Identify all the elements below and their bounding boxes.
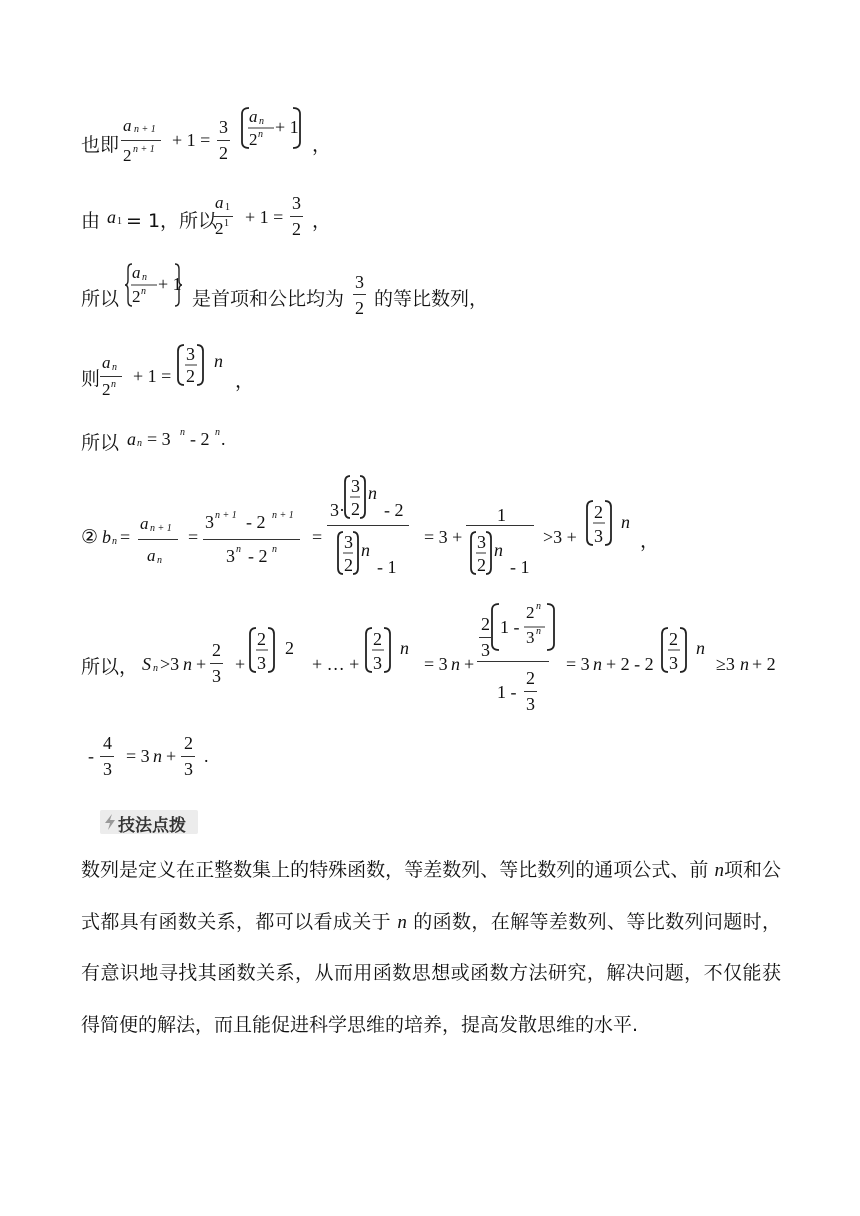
line1-plus1: + 1 = [172,130,211,150]
line7-big-den-one: 1 - [497,682,517,702]
line5-prefix: 所以 [81,432,120,454]
line3-inner-den: 2 [132,287,141,306]
line7-q-three: 3 [669,653,678,673]
line8-num: 4 [103,733,112,753]
line7-ge: ≥3 [716,654,735,674]
line3-inner-sub: n [142,272,147,283]
line5-a-sub: n [137,438,142,449]
line2-prefix: 由 [81,210,101,232]
line3-frac-bar [353,294,366,295]
line7-p2-pow: 2 [285,638,294,658]
line7-big-den-den: 3 [526,694,535,714]
line7-big-inner-num-sup: n [536,601,541,612]
line7-q-two: 2 [669,629,678,649]
summary-paragraph [81,845,781,1051]
para-seg-1: 数列是定义在正整数集上的特殊函数，等差数列、等比数列的通项公式、前 [81,859,709,881]
line7-n3: n [593,654,602,674]
line2-three: 3 [292,193,301,213]
para-n-2: n [397,911,407,933]
line7-big-num-three: 3 [481,640,490,660]
line6-f4-den-two: 2 [477,555,486,575]
line7-n1: n [183,654,192,674]
line6-f1-den-sub: n [157,555,162,566]
line2-frac-den: 2 [215,219,224,238]
line2-frac-bar [213,216,233,217]
line6-f4-den-three: 3 [477,532,486,552]
line1-comma: ， [312,134,332,156]
para-n-1: n [714,860,724,881]
line1-frac-den-2: 2 [123,146,132,165]
line7-p2-three: 3 [257,653,266,673]
line8-n: n [153,746,162,766]
line6-comma: ， [640,530,660,552]
line7-plus3: + [464,654,475,674]
line6-circled: ② [81,526,99,548]
line5-sup1: n [180,427,185,438]
line7-p3-pow: n [400,638,409,658]
line6-f4-bar [466,525,534,526]
line5-rest: = 3 [147,429,171,449]
line7-plus2: + [235,654,246,674]
line3-two: 2 [355,298,364,318]
line2-plus1: + 1 = [245,207,284,227]
line6-f3-den-post: - 1 [377,557,397,577]
line6-f1-den-a: a [147,546,156,565]
line2-frac-den-sup: 1 [224,218,229,229]
line4-frac-a-sub: n [112,362,117,373]
line7-big-inner-one: 1 - [500,617,520,637]
line1-frac-bar-2 [217,140,230,141]
line7-p3-two: 2 [373,629,382,649]
line8-plus: + [166,746,177,766]
line6-f2-bar [203,539,300,540]
line6-f3-den-two: 2 [344,555,353,575]
line7-big-inner-den: 3 [526,628,535,647]
line6-f2-den-sup1: n [236,544,241,555]
line7-big-bar [477,661,549,662]
line6-f3-num-three: 3 [351,476,360,496]
line7-big-inner-den-sup: n [536,626,541,637]
line1-frac-num-sub: n + 1 [134,124,156,135]
line2-eq: = 1，所以 [126,210,218,232]
line6-f3-den-pow: n [361,540,370,560]
line7-big-den-bar [524,691,537,692]
line7-big-inner-num: 2 [526,603,535,622]
para-seg-2: 项和公式都具有函数关系，都可以看成关于 [81,859,781,933]
line4-pow: n [214,351,223,371]
line3-inner-sup: n [141,286,146,297]
line6-f3-den-three: 3 [344,532,353,552]
line6-eq4: = 3 + [424,527,463,547]
line6-f3-pre: 3· [330,500,345,520]
line6-f2-den-3: 3 [226,546,235,566]
line3-prefix: 所以 [81,288,120,310]
line6-eq2: = [188,527,199,547]
line6-f2-num-sup1: n + 1 [215,510,237,521]
line7-prefix: 所以， [81,656,139,678]
line2-frac-bar-2 [290,216,303,217]
line6-f2-num-mid: - 2 [246,512,266,532]
line7-big-num-two: 2 [481,614,490,634]
line4-comma: ， [235,370,255,392]
line5-minus2: - 2 [190,429,210,449]
line6-f2-den-mid: - 2 [248,546,268,566]
line7-q-pow: n [696,638,705,658]
line1-two: 2 [219,143,228,163]
line2-comma: ， [312,210,332,232]
line2-a1: a [107,207,116,227]
line6-f1-num-a: a [140,514,149,533]
line1-inner-den: 2 [249,130,258,149]
line3-inner-plus1: + 1 [158,274,182,294]
line2-two: 2 [292,219,301,239]
technique-badge-label: 技法点拨 [118,816,186,836]
line7-big-den-num: 2 [526,668,535,688]
line2-frac-a-sub: 1 [225,202,230,213]
line6-r-pow: n [621,512,630,532]
line6-f2-num-sup2: n + 1 [272,510,294,521]
line4-three: 3 [186,344,195,364]
line1-frac-bar [121,140,161,141]
line6-f1-num-sub: n + 1 [150,523,172,534]
line7-eq2: = 3 [566,654,590,674]
line7-gt: >3 [160,654,180,674]
line5-a: a [127,429,136,449]
line4-prefix: 则 [81,368,101,390]
line7-S-sub: n [153,663,158,674]
line6-f2-den-sup2: n [272,544,277,555]
line6-f1-bar [138,539,178,540]
para-seg-3: 的函数，在解等差数列、等比数列问题时，有意识地寻找其函数关系，从而用函数思想或函数方法研究，解决问题，不仅能获得简便的解法，而且能促进科学思维的培养，提高发散思维的水平. [81,910,781,1036]
line1-inner-a: a [249,107,258,126]
line8-num2: 2 [184,733,193,753]
line4-plus1: + 1 = [133,366,172,386]
line5-sup2: n [215,427,220,438]
line5-dot: . [221,429,226,449]
line1-inner-sup: n [258,129,263,140]
line6-eq: = [120,527,131,547]
line7-plus-two: + 2 [752,654,776,674]
line8-bar-2 [181,756,195,757]
line1-frac-num-a: a [123,116,132,135]
line6-f2-num-3: 3 [205,512,214,532]
line6-b: b [102,527,111,547]
line8-dot: . [204,746,209,766]
line3-suffix: 的等比数列， [374,288,489,310]
line6-r-two: 2 [594,502,603,522]
line8-eq: = 3 [126,746,150,766]
line4-frac-bar [100,376,122,377]
line6-eq3: = [312,527,323,547]
technique-badge [100,810,198,834]
line6-f4-den-post: - 1 [510,557,530,577]
line7-f1-bar [210,663,223,664]
line6-gt: >3 + [543,527,577,547]
line7-eq: = 3 [424,654,448,674]
line6-b-sub: n [112,536,117,547]
line3-inner-a: a [132,263,141,282]
line7-p3-three: 3 [373,653,382,673]
line6-f3-num-two: 2 [351,499,360,519]
line6-f3-bar [327,525,409,526]
lightning-icon [103,813,117,831]
line7-f1-den: 3 [212,666,221,686]
line1-prefix: 也即 [81,134,120,156]
line7-plus: + [196,654,207,674]
line8-den2: 3 [184,759,193,779]
line7-p2-two: 2 [257,629,266,649]
line2-frac-a: a [215,193,224,212]
line6-f4-den-pow: n [494,540,503,560]
line7-f1-num: 2 [212,640,221,660]
line8-bar [100,756,114,757]
line6-f3-num-post: - 2 [384,500,404,520]
line1-inner-plus1: + 1 [275,117,299,137]
line1-three: 3 [219,117,228,137]
line6-f4-num: 1 [497,505,506,525]
line8-minus: - [88,746,94,766]
line1-inner-sub: n [259,116,264,127]
line6-f3-num-pow: n [368,483,377,503]
line7-n2: n [451,654,460,674]
line4-two: 2 [186,366,195,386]
line3-text: 是首项和公比均为 [192,288,345,310]
line4-frac-den-sup: n [111,379,116,390]
line3-three: 3 [355,272,364,292]
line8-den: 3 [103,759,112,779]
line1-frac-den-sup: n + 1 [133,144,155,155]
line4-frac-a: a [102,353,111,372]
line6-r-three: 3 [594,526,603,546]
line7-dots: + … + [312,654,360,674]
line7-n4: n [740,654,749,674]
line7-S: S [142,654,151,674]
line2-a1-sub: 1 [117,216,122,227]
line7-rest: + 2 - 2 [606,654,654,674]
line4-frac-den: 2 [102,380,111,399]
